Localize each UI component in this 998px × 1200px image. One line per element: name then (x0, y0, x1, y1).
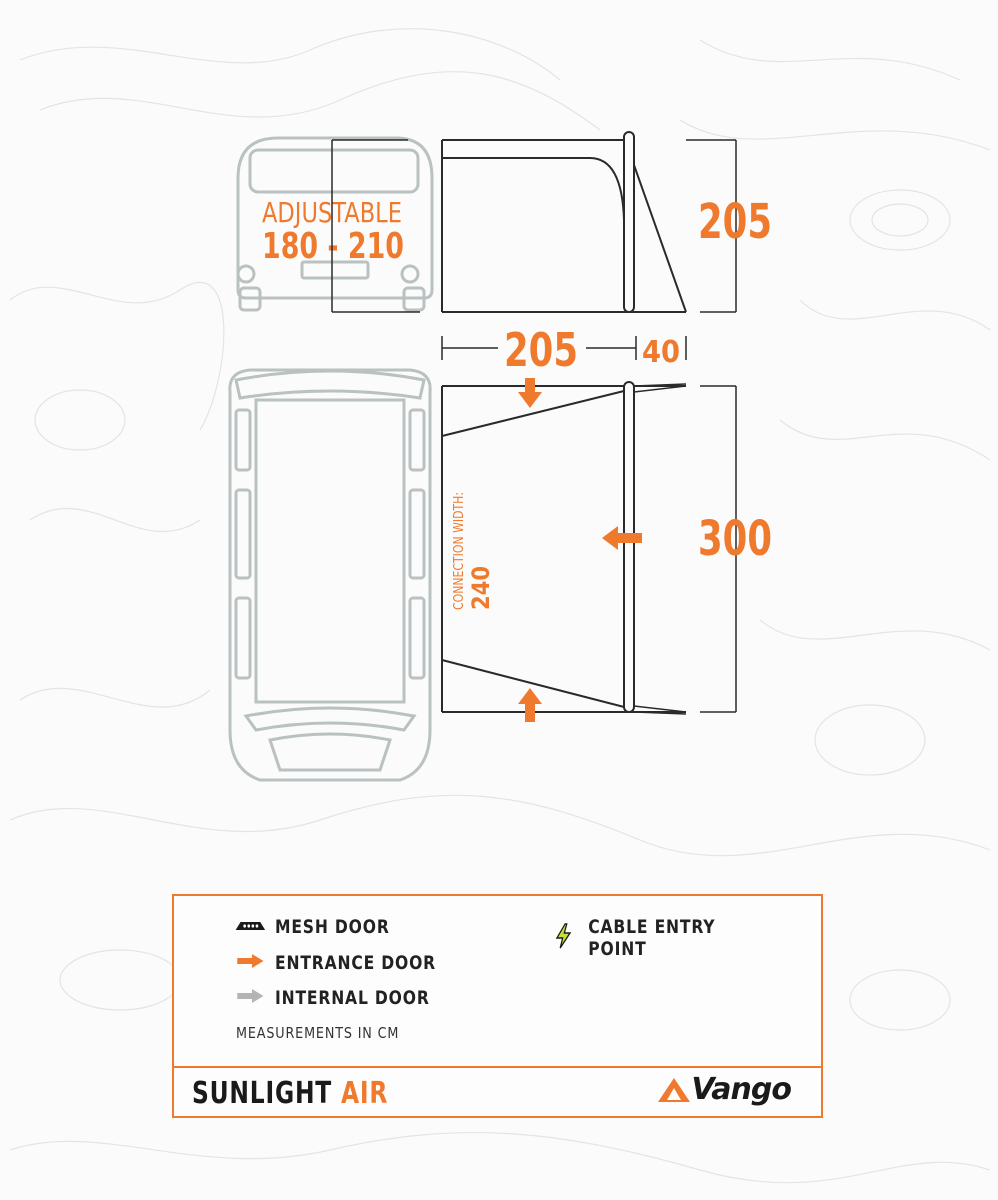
brand-triangle-icon (657, 1076, 691, 1104)
brand-logo (657, 1072, 791, 1107)
product-name (192, 1076, 388, 1111)
internal-door-label: INTERNAL DOOR (275, 987, 430, 1009)
legend-box (172, 894, 823, 1118)
connection-width-value: 240 (467, 559, 495, 610)
mesh-door-label: MESH DOOR (275, 916, 390, 938)
height-value: 205 (698, 194, 772, 250)
entrance-arrow-side-icon (602, 526, 642, 550)
brand-name: Vango (691, 1072, 791, 1107)
product-name-main: SUNLIGHT (192, 1076, 333, 1111)
mesh-door-markers (634, 384, 686, 714)
awning-side-profile (442, 132, 686, 312)
width-value: 300 (698, 511, 772, 567)
awning-plan (442, 382, 686, 712)
entrance-door-arrow-icon (234, 952, 275, 974)
legend-mesh-door (234, 916, 390, 938)
connection-width-label: CONNECTION WIDTH: (452, 469, 467, 610)
extension-value: 40 (642, 335, 680, 370)
lightning-bolt-icon (552, 922, 588, 955)
internal-door-arrow-icon (234, 987, 275, 1009)
legend-divider (174, 1066, 821, 1068)
entrance-arrow-top-icon (518, 378, 542, 408)
entrance-arrow-bottom-icon (518, 688, 542, 722)
legend-entrance-door (234, 952, 436, 974)
product-name-accent: AIR (340, 1076, 389, 1111)
adjustable-label: ADJUSTABLE (262, 196, 402, 229)
depth-value: 205 (504, 323, 578, 377)
legend-internal-door (234, 987, 430, 1009)
entrance-door-label: ENTRANCE DOOR (275, 952, 436, 974)
cable-entry-label: CABLE ENTRY POINT (588, 916, 716, 960)
mesh-door-icon (234, 916, 275, 938)
legend-cable-entry (552, 916, 773, 960)
vehicle-top-view (230, 370, 430, 780)
adjustable-range-value: 180 - 210 (262, 226, 404, 267)
measurements-note: MEASUREMENTS IN CM (236, 1024, 400, 1042)
